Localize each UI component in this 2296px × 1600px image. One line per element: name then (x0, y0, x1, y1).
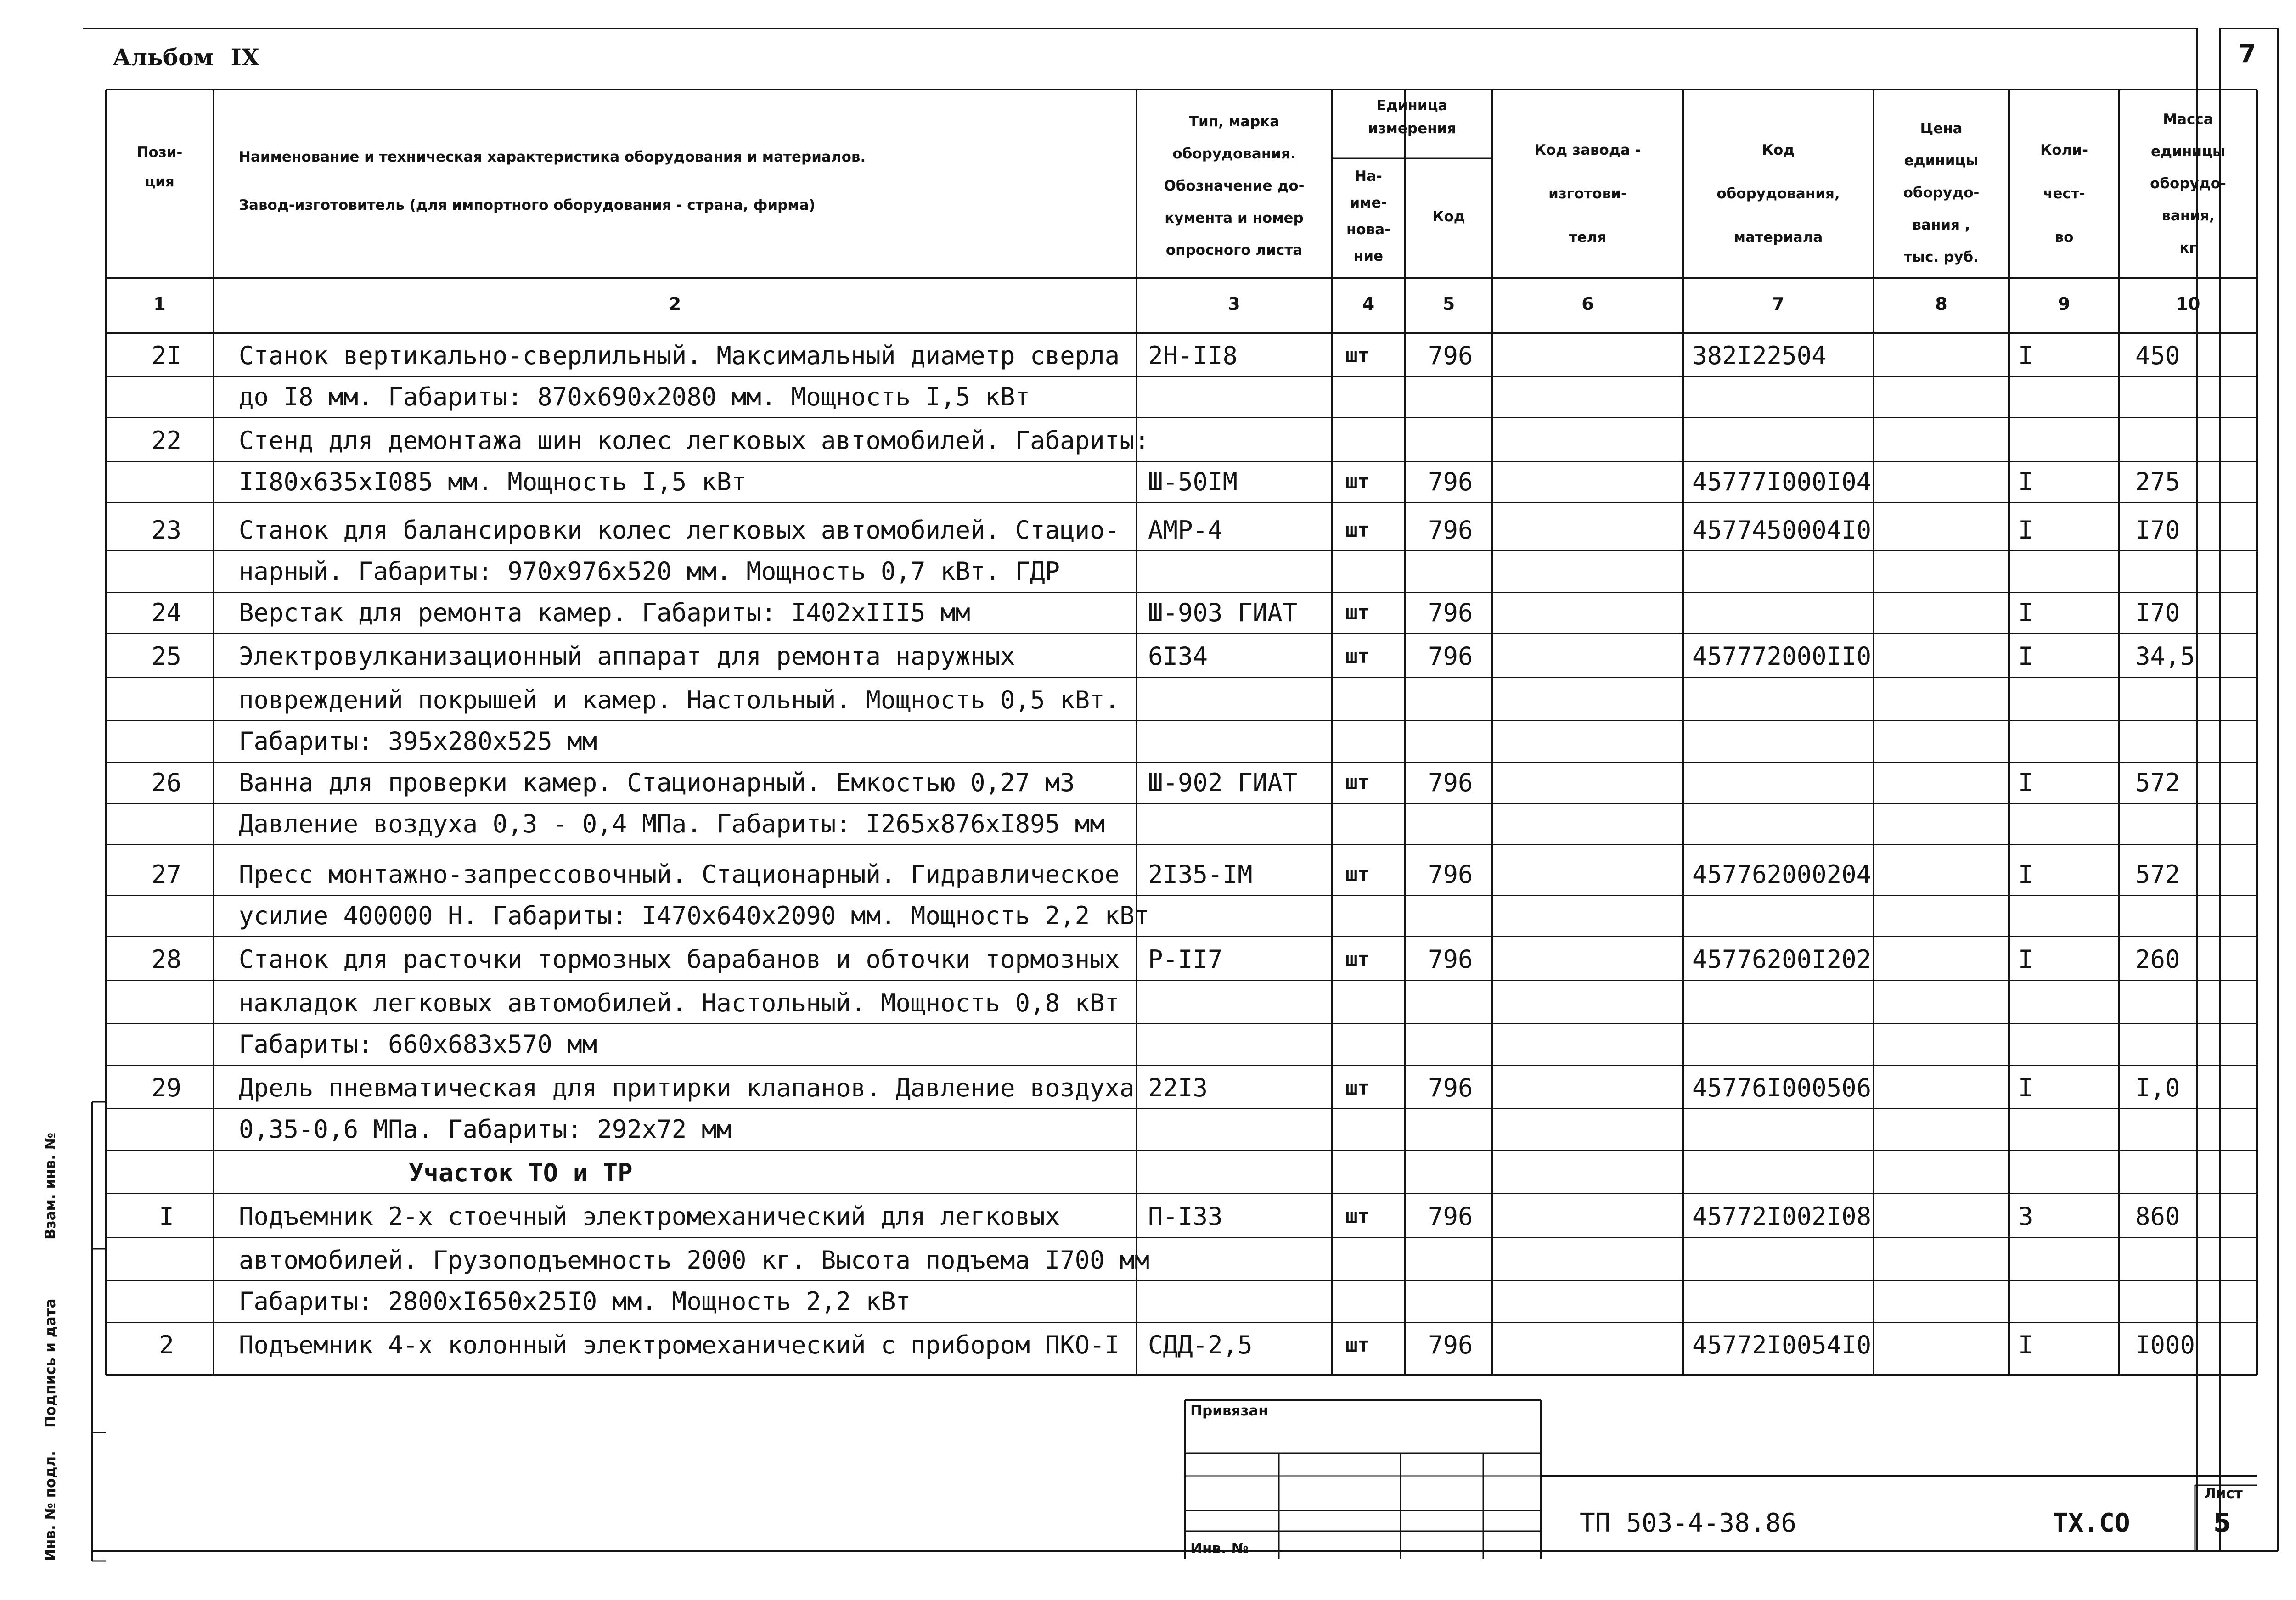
column-number: 3 (1228, 294, 1240, 314)
stamp-inv-label: Инв. № (1190, 1540, 1249, 1557)
column-number: 9 (2058, 294, 2071, 314)
cell-type: 2Н-II8 (1148, 341, 1238, 370)
header-unit-group (1332, 94, 1492, 140)
header-name (239, 133, 1111, 230)
cell-unit: шт (1345, 344, 1370, 367)
cell-mass: 34,5 (2135, 642, 2195, 671)
cell-mass: I70 (2135, 516, 2180, 545)
cell-name: Габариты: 660х683х570 мм (239, 1030, 597, 1059)
header-line: опросного листа (1165, 242, 1303, 258)
cell-mass: 572 (2135, 768, 2180, 797)
header-quantity (2009, 129, 2119, 259)
column-number: 6 (1581, 294, 1594, 314)
header-unit-name (1332, 163, 1405, 269)
cell-unit-code: 796 (1428, 1073, 1473, 1102)
header-line: оборудо- (2150, 175, 2226, 192)
cell-unit-code: 796 (1428, 642, 1473, 671)
cell-type: П-I33 (1148, 1202, 1223, 1231)
column-number: 1 (153, 294, 166, 314)
column-number: 4 (1362, 294, 1375, 314)
header-line: материала (1733, 229, 1823, 246)
cell-unit: шт (1345, 1205, 1370, 1228)
cell-name: Электровулканизационный аппарат для ремонта наружных (239, 642, 1015, 671)
cell-name: Пресс монтажно-запрессовочный. Стационарный. Гидравлическое (239, 860, 1120, 889)
column-number: 2 (669, 294, 681, 314)
side-label-signature-date: Подпись и дата (42, 1298, 59, 1428)
cell-type: Ш-902 ГИАТ (1148, 768, 1298, 797)
header-line: оборудования, (1716, 185, 1840, 202)
cell-name: повреждений покрышей и камер. Настольный. Мощность 0,5 кВт. (239, 685, 1120, 714)
cell-type: СДД-2,5 (1148, 1331, 1253, 1359)
header-line: Пози- (136, 144, 183, 161)
cell-qty: I (2018, 598, 2033, 627)
cell-code: 45776I000506 (1692, 1073, 1872, 1102)
cell-unit: шт (1345, 470, 1370, 494)
cell-type: АМР-4 (1148, 516, 1223, 545)
cell-unit: шт (1345, 645, 1370, 668)
cell-name: Верстак для ремонта камер. Габариты: I402хIII5 мм (239, 598, 971, 627)
cell-code: 4577450004I0 (1692, 516, 1872, 545)
cell-name: накладок легковых автомобилей. Настольный. Мощность 0,8 кВт (239, 988, 1120, 1017)
header-line: ние (1353, 248, 1384, 264)
stamp-bound-label: Привязан (1190, 1403, 1268, 1419)
cell-pos: 28 (151, 945, 182, 974)
cell-name: Габариты: 395х280х525 мм (239, 727, 597, 756)
cell-qty: 3 (2018, 1202, 2033, 1231)
cell-name: автомобилей. Грузоподъемность 2000 кг. Высота подъема I700 мм (239, 1246, 1150, 1274)
cell-qty: I (2018, 768, 2033, 797)
cell-pos: 2 (159, 1331, 174, 1359)
cell-qty: I (2018, 642, 2033, 671)
cell-pos: 29 (151, 1073, 182, 1102)
header-line: единицы (1904, 152, 1979, 169)
cell-unit: шт (1345, 948, 1370, 971)
cell-mass: 450 (2135, 341, 2180, 370)
side-label-original-inv: Инв. № подл. (42, 1451, 59, 1561)
cell-unit-code: 796 (1428, 516, 1473, 545)
cell-qty: I (2018, 516, 2033, 545)
column-number: 10 (2176, 294, 2200, 314)
header-line: нова- (1346, 221, 1391, 238)
cell-qty: I (2018, 341, 2033, 370)
header-line: тыс. руб. (1904, 249, 1979, 265)
header-line: Цена (1920, 120, 1963, 137)
header-line: оборудо- (1903, 185, 1980, 201)
cell-name: Дрель пневматическая для притирки клапанов. Давление воздуха (239, 1073, 1135, 1102)
cell-name: Стенд для демонтажа шин колес легковых автомобилей. Габариты: (239, 426, 1150, 455)
cell-name: Станок вертикально-сверлильный. Максимальный диаметр сверла (239, 341, 1120, 370)
cell-name: Давление воздуха 0,3 - 0,4 МПа. Габариты: I265х876хI895 мм (239, 809, 1105, 838)
cell-name: Подъемник 4-х колонный электромеханический с прибором ПКО-I (239, 1331, 1120, 1359)
album-label (113, 44, 259, 71)
cell-unit-code: 796 (1428, 860, 1473, 889)
cell-name: 0,35-0,6 МПа. Габариты: 292х72 мм (239, 1115, 732, 1144)
cell-unit-code: 796 (1428, 341, 1473, 370)
cell-unit: шт (1345, 771, 1370, 794)
cell-name: усилие 400000 Н. Габариты: I470х640х2090 мм. Мощность 2,2 кВт (239, 901, 1150, 930)
cell-unit: шт (1345, 1076, 1370, 1100)
cell-code: 45772I002I08 (1692, 1202, 1872, 1231)
cell-mass: I,0 (2135, 1073, 2180, 1102)
cell-unit-code: 796 (1428, 467, 1473, 496)
cell-unit-code: 796 (1428, 1202, 1473, 1231)
header-line: Код (1761, 142, 1795, 158)
header-line: чест- (2043, 185, 2085, 202)
cell-name: Подъемник 2-х стоечный электромеханический для легковых (239, 1202, 1060, 1231)
side-label-replace-inv: Взам. инв. № (42, 1132, 59, 1240)
cell-name: Станок для расточки тормозных барабанов и обточки тормозных (239, 945, 1120, 974)
cell-qty: I (2018, 860, 2033, 889)
cell-name: Ванна для проверки камер. Стационарный. Емкостью 0,27 м3 (239, 768, 1075, 797)
column-number: 8 (1935, 294, 1947, 314)
cell-pos: 22 (151, 426, 182, 455)
header-equipment-code (1683, 129, 1874, 259)
header-line: вания, (2161, 208, 2215, 224)
cell-unit: шт (1345, 601, 1370, 624)
header-line: име- (1350, 195, 1387, 211)
header-factory-code (1492, 129, 1683, 259)
cell-code: 382I22504 (1692, 341, 1827, 370)
cell-pos: I (159, 1202, 174, 1231)
header-line: Обозначение до- (1164, 178, 1305, 194)
cell-pos: 25 (151, 642, 182, 671)
header-price (1874, 112, 2009, 273)
header-unit-code (1405, 202, 1492, 231)
header-line: Код (1432, 208, 1465, 225)
header-line: Коли- (2040, 142, 2088, 158)
cell-pos: 27 (151, 860, 182, 889)
sheet-label: Лист (2204, 1485, 2243, 1502)
column-number: 7 (1772, 294, 1784, 314)
cell-unit: шт (1345, 1333, 1370, 1357)
cell-name: нарный. Габариты: 970х976х520 мм. Мощность 0,7 кВт. ГДР (239, 557, 1060, 586)
column-number: 5 (1442, 294, 1455, 314)
header-line: оборудования. (1172, 146, 1296, 162)
cell-type: Ш-903 ГИАТ (1148, 598, 1298, 627)
header-line: вания , (1912, 217, 1970, 233)
header-line: Завод-изготовитель (для импортного оборудования - страна, фирма) (239, 197, 816, 213)
cell-qty: I (2018, 467, 2033, 496)
cell-unit-code: 796 (1428, 598, 1473, 627)
cell-name: до I8 мм. Габариты: 870х690х2080 мм. Мощность I,5 кВт (239, 382, 1030, 411)
header-line: ция (145, 174, 174, 190)
cell-code: 457762000204 (1692, 860, 1872, 889)
cell-type: 2I35-IМ (1148, 860, 1253, 889)
header-line: Тип, марка (1188, 113, 1280, 130)
cell-mass: 860 (2135, 1202, 2180, 1231)
cell-name: II80х635хI085 мм. Мощность I,5 кВт (239, 467, 747, 496)
cell-qty: I (2018, 945, 2033, 974)
header-line: На- (1355, 168, 1382, 185)
cell-name: Участок ТО и ТР (409, 1158, 633, 1187)
cell-code: 457772000II0 (1692, 642, 1872, 671)
cell-unit-code: 796 (1428, 768, 1473, 797)
header-line: Масса (2163, 111, 2213, 128)
cell-qty: I (2018, 1331, 2033, 1359)
cell-unit-code: 796 (1428, 1331, 1473, 1359)
cell-type: Ш-50IМ (1148, 467, 1238, 496)
cell-code: 45772I0054I0 (1692, 1331, 1872, 1359)
cell-mass: 572 (2135, 860, 2180, 889)
doc-code: ТП 503-4-38.86 (1580, 1508, 1797, 1538)
header-position (106, 138, 214, 196)
cell-pos: 24 (151, 598, 182, 627)
cell-unit: шт (1345, 518, 1370, 542)
cell-unit-code: 796 (1428, 945, 1473, 974)
album-word: Альбом (113, 44, 214, 71)
cell-name: Станок для балансировки колес легковых автомобилей. Стацио- (239, 516, 1120, 545)
cell-code: 45777I000I04 (1692, 467, 1872, 496)
cell-mass: 275 (2135, 467, 2180, 496)
cell-type: 6I34 (1148, 642, 1208, 671)
header-line: Наименование и техническая характеристика оборудования и материалов. (239, 149, 866, 165)
cell-pos: 2I (151, 341, 182, 370)
header-line: изготови- (1548, 185, 1627, 202)
header-line: кг (2179, 240, 2197, 256)
header-line: единицы (2151, 143, 2225, 160)
sheet-number: 5 (2213, 1508, 2231, 1538)
header-line: теля (1569, 229, 1607, 246)
album-number: IX (231, 44, 259, 71)
cell-name: Габариты: 2800хI650х25I0 мм. Мощность 2,2 кВт (239, 1287, 911, 1316)
cell-mass: 260 (2135, 945, 2180, 974)
cell-mass: I000 (2135, 1331, 2195, 1359)
cell-type: Р-II7 (1148, 945, 1223, 974)
header-line: Единица (1376, 97, 1448, 114)
cell-unit: шт (1345, 863, 1370, 886)
header-line: Код завода - (1534, 142, 1641, 158)
page-number: 7 (2239, 39, 2257, 68)
cell-mass: I70 (2135, 598, 2180, 627)
header-line: во (2054, 229, 2074, 246)
cell-type: 22I3 (1148, 1073, 1208, 1102)
header-type (1137, 106, 1332, 266)
doc-section: ТХ.СО (2053, 1508, 2130, 1538)
cell-pos: 23 (151, 516, 182, 545)
cell-qty: I (2018, 1073, 2033, 1102)
header-line: измерения (1367, 120, 1457, 137)
cell-pos: 26 (151, 768, 182, 797)
header-line: кумента и номер (1165, 210, 1304, 226)
cell-code: 45776200I202 (1692, 945, 1872, 974)
header-mass (2119, 103, 2257, 264)
